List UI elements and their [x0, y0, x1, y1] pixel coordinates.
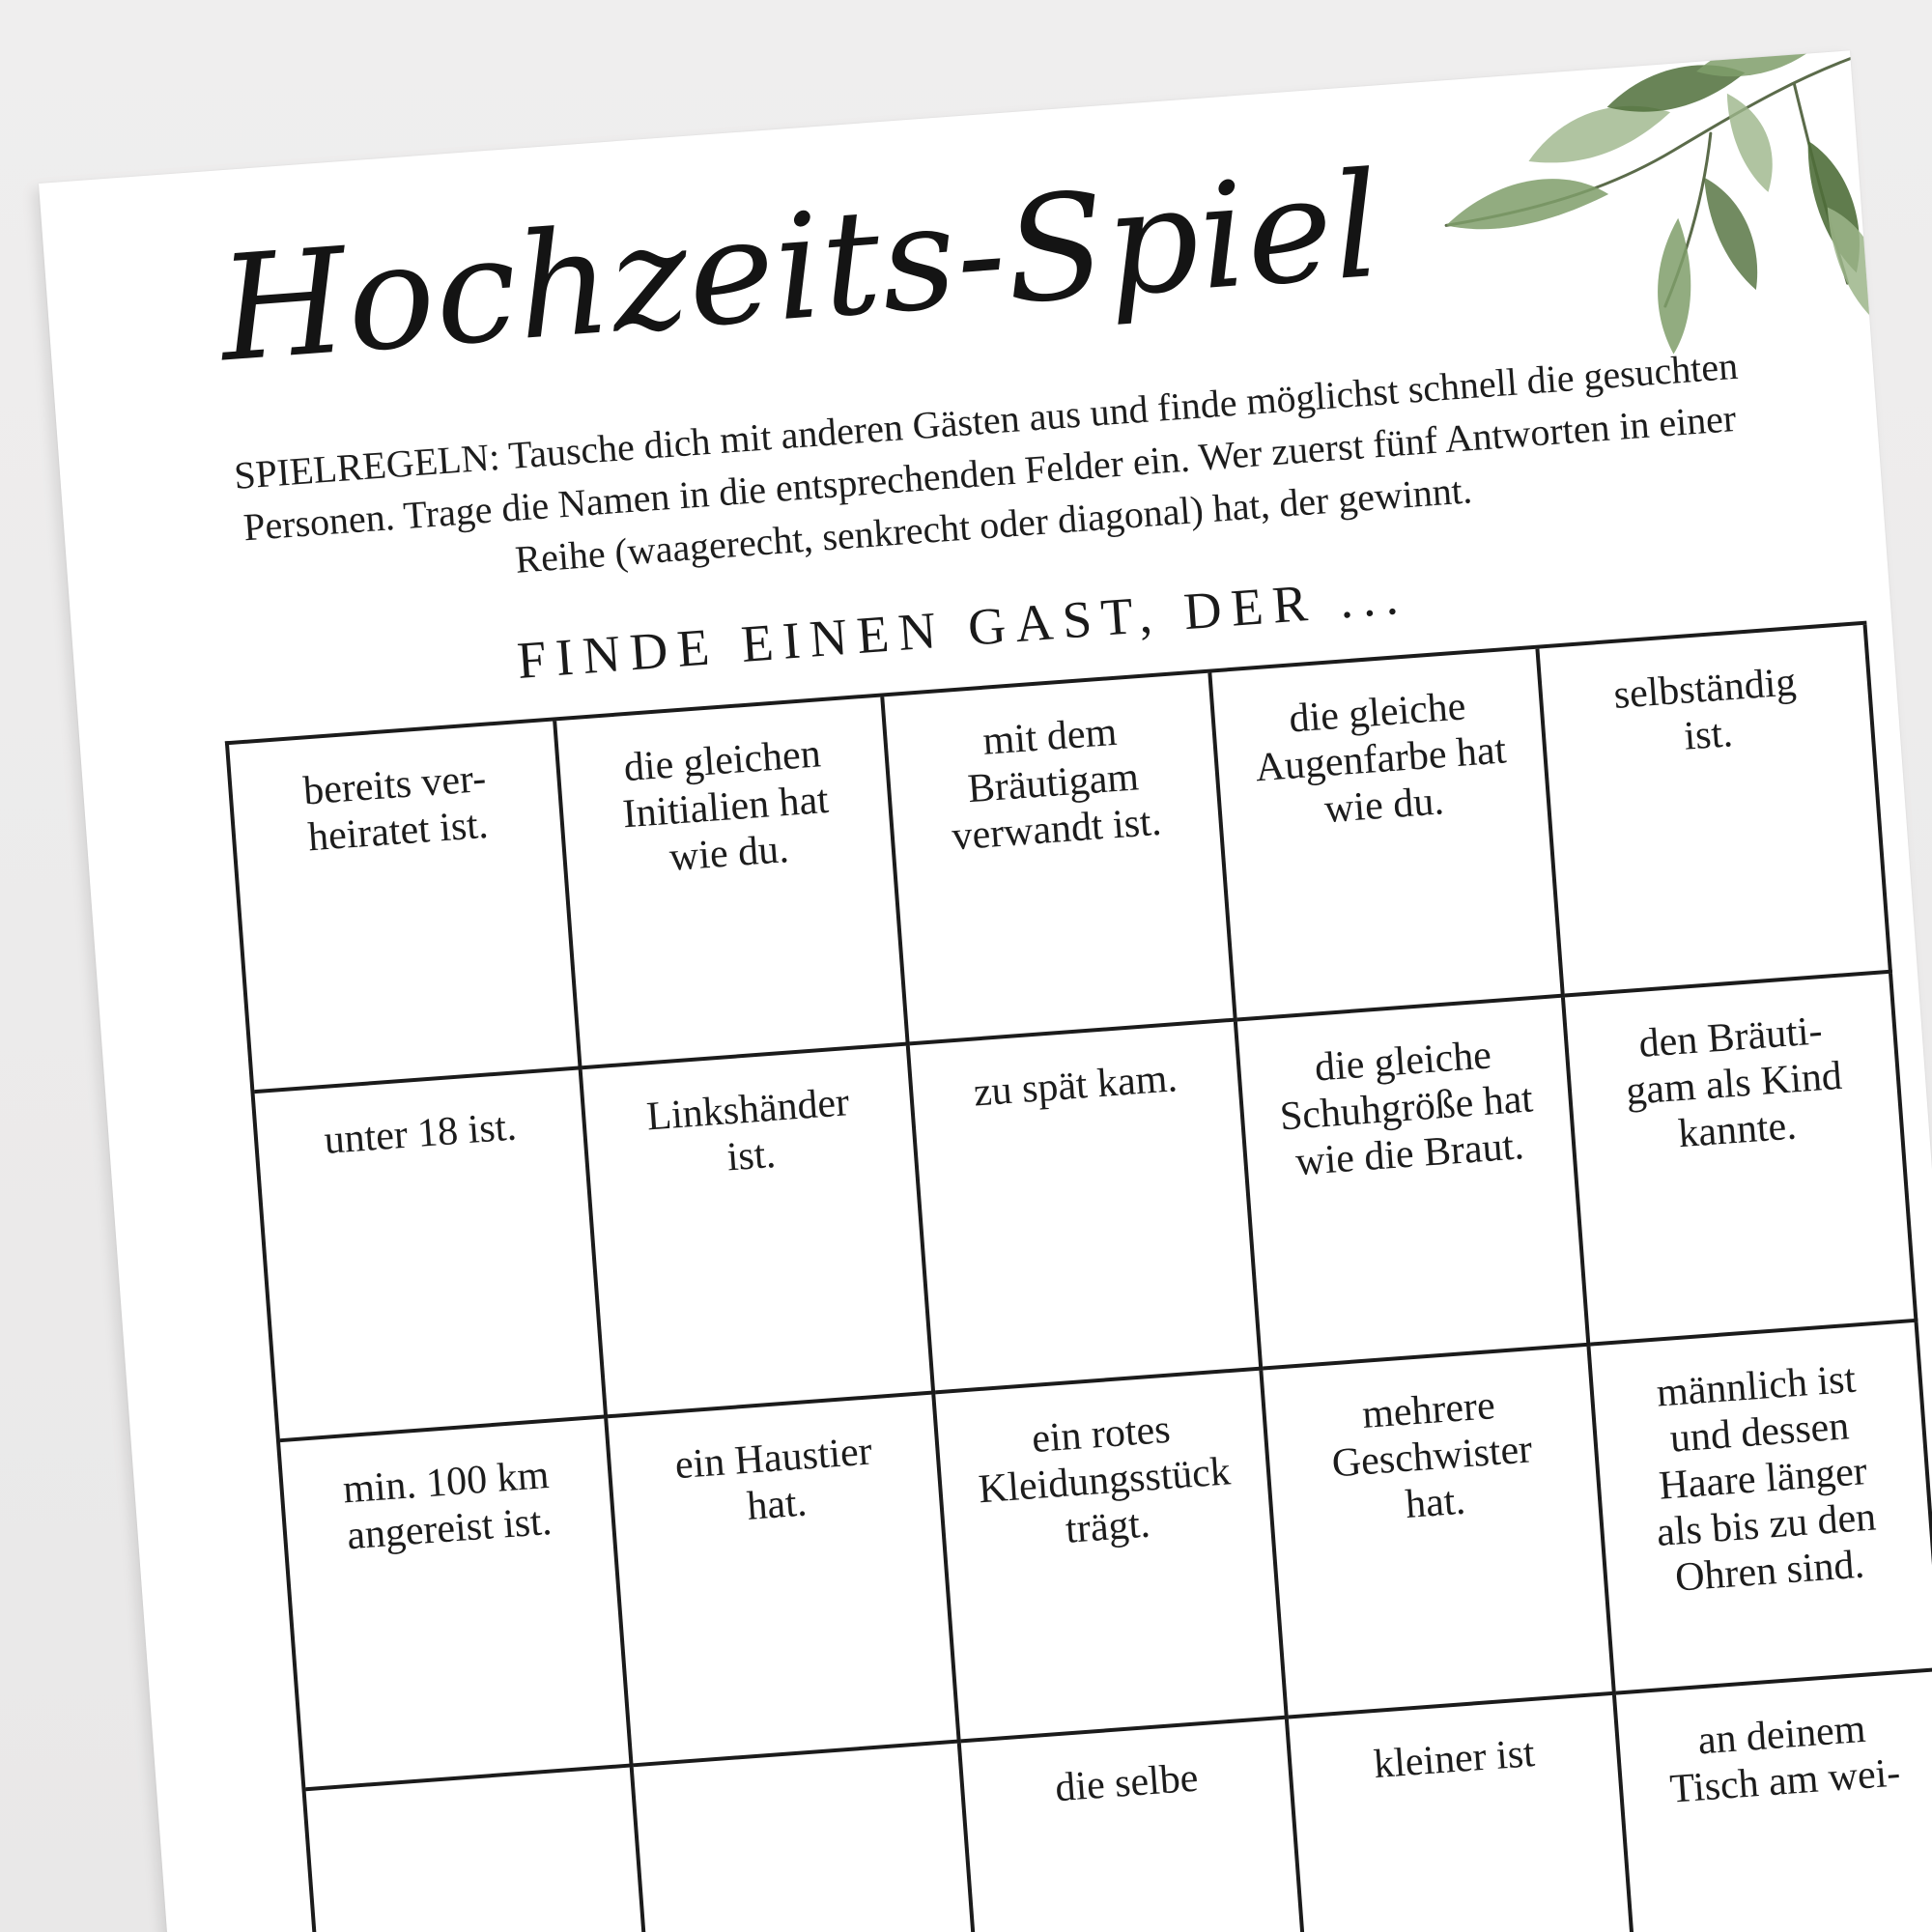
grid-heading: FINDE EINEN GAST, DER ...	[515, 566, 1410, 690]
grid-cell[interactable]: unter 18 ist.	[255, 1069, 609, 1442]
grid-cell[interactable]: ein Haustier hat.	[608, 1394, 961, 1767]
grid-cell[interactable]	[634, 1743, 987, 1932]
grid-cell[interactable]: kleiner ist	[1289, 1695, 1642, 1932]
bingo-grid	[225, 621, 1932, 1932]
grid-cell[interactable]	[306, 1767, 660, 1932]
page-title: Hochzeits-Spiel	[213, 141, 1387, 395]
grid-cell[interactable]: zu spät kam.	[910, 1021, 1264, 1394]
grid-cell[interactable]: mehrere Geschwister hat.	[1263, 1347, 1616, 1719]
grid-cell[interactable]: mit dem Bräutigam verwandt ist.	[884, 672, 1237, 1045]
game-sheet	[39, 50, 1932, 1932]
grid-cell[interactable]: an deinem Tisch am wei-	[1616, 1671, 1932, 1932]
game-rules: SPIELREGELN: Tausche dich mit anderen Gästen aus und finde möglichst schnell die gesuchten Personen. Trage die Namen in die entsprechenden Felder ein. Wer zuerst fünf Antworten in einer Reihe (waagerecht, senkrecht oder diagonal) hat, der gewinnt.	[232, 343, 1740, 582]
grid-cell[interactable]: die gleiche Augenfarbe hat wie du.	[1211, 649, 1565, 1022]
grid-cell[interactable]: ein rotes Kleidungsstück trägt.	[935, 1370, 1289, 1743]
grid-cell[interactable]: selbständig ist.	[1539, 625, 1892, 998]
grid-cell[interactable]: die selbe	[961, 1719, 1315, 1932]
grid-cell[interactable]: die gleichen Initialien hat wie du.	[556, 696, 910, 1069]
grid-cell[interactable]: die gleiche Schuhgröße hat wie die Braut.	[1237, 998, 1591, 1371]
grid-cell[interactable]: min. 100 km angereist ist.	[280, 1418, 634, 1791]
grid-cell[interactable]: männlich ist und dessen Haare länger als bis zu den Ohren sind.	[1590, 1322, 1932, 1695]
grid-cell[interactable]: Linkshänder ist.	[582, 1045, 936, 1418]
grid-cell[interactable]: den Bräuti- gam als Kind kannte.	[1565, 974, 1918, 1347]
grid-cell[interactable]: bereits ver- heiratet ist.	[229, 721, 582, 1094]
